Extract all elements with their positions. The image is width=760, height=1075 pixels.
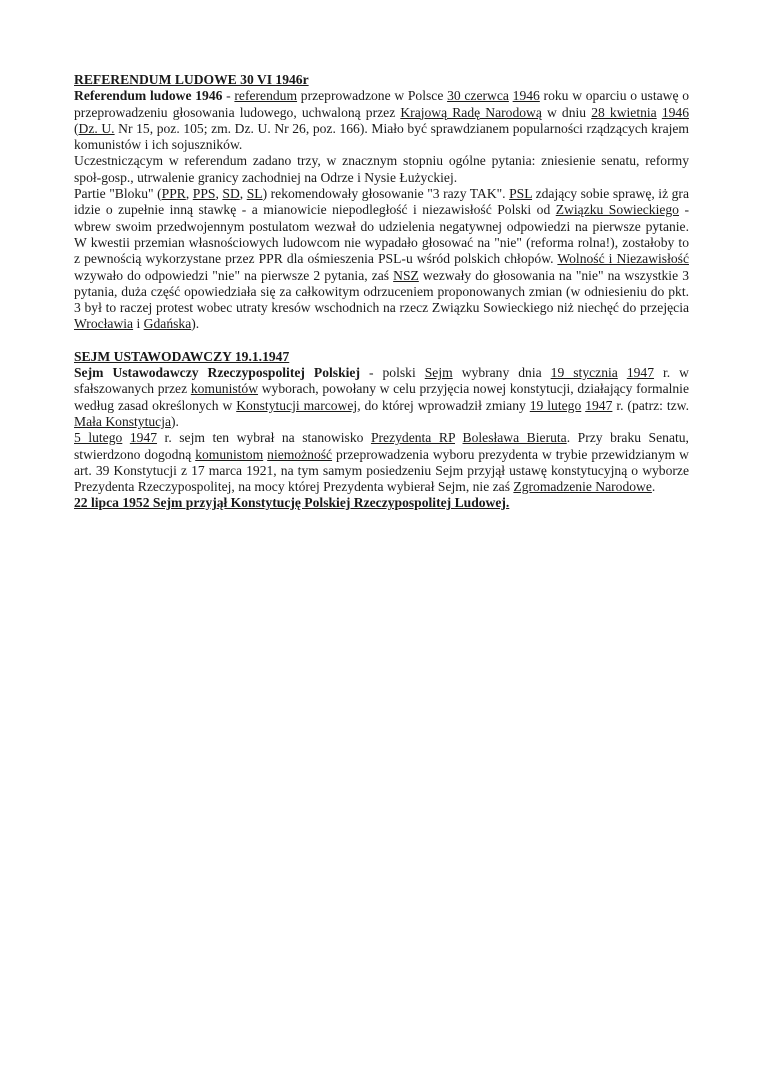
link-19-lutego[interactable]: 19 lutego	[529, 397, 582, 413]
term-referendum-ludowe: Referendum ludowe 1946	[74, 88, 223, 104]
section-heading-sejm: SEJM USTAWODAWCZY 19.1.1947	[74, 348, 290, 364]
paragraph-sejm-president: 5 lutego 1947 r. sejm ten wybrał na stanowisko Prezydenta RP Bolesława Bieruta. Przy braku Senatu, stwierdzono dogodną komunistom niemożność przeprowadzenia wyboru prezydenta w trybie przewidzianym w art. 39 Konstytucji z 17 marca 1921, na tym samym posiedzeniu Sejm przyjął ustawę konstytucyjną o wyborze Prezydenta Rzeczypospolitej, na mocy której Prezydenta wybierał Sejm, nie zaś Zgromadzenie Narodowe.	[74, 430, 689, 495]
paragraph-referendum-questions: Uczestniczącym w referendum zadano trzy, w znacznym stopniu ogólne pytania: zniesienie senatu, reformy społ-gosp., utrwalenie granicy zachodniej na Odrze i Nysie Łużyckiej.	[74, 153, 689, 185]
link-dziennik-ustaw[interactable]: Dz. U.	[78, 120, 115, 136]
term-sejm-ustawodawczy: Sejm Ustawodawczy Rzeczypospolitej Polskiej	[74, 365, 360, 381]
link-pps[interactable]: PPS	[192, 186, 216, 202]
paragraph-referendum-parties: Partie "Bloku" (PPR, PPS, SD, SL) rekomendowały głosowanie "3 razy TAK". PSL zdający sobie sprawę, iż gra idzie o zupełnie inną stawkę - a mianowicie niepodległość i niezawisłość Polski od Związku Sowieckiego - wbrew swoim przedwojennym postulatom wezwał do udzielenia negatywnej odpowiedzi na pierwsze pytanie. W kwestii przemian własnościowych ludowcom nie wypadało głosować na "nie" (reforma rolna!), zostałoby to z pewnością wykorzystane przez PPR dla ośmieszenia PSL-u wśród polskich chłopów. Wolność i Niezawisłość wzywało do odpowiedzi "nie" na pierwsze 2 pytania, zaś NSZ wezwały do głosowania na "nie" na wszystkie 3 pytania, duża część opowiedziała się za całkowitym odrzuceniem proponowanych zmian (w odniesieniu do pkt. 3 był to raczej protest wobec utraty kresów wschodnich na rzecz Związku Sowieckiego niż niechęć do przejęcia Wrocławia i Gdańska).	[74, 186, 689, 332]
link-19-stycznia[interactable]: 19 stycznia	[550, 365, 618, 381]
link-komunistow[interactable]: komunistów	[190, 381, 259, 397]
link-1947[interactable]: 1947	[585, 397, 613, 413]
link-krajowa-rada-narodowa[interactable]: Krajową Radę Narodową	[400, 104, 542, 120]
link-1946[interactable]: 1946	[512, 88, 540, 104]
link-nsz[interactable]: NSZ	[393, 267, 419, 283]
link-referendum[interactable]: referendum	[234, 88, 298, 104]
link-sejm[interactable]: Sejm	[424, 365, 453, 381]
link-zgromadzenie-narodowe[interactable]: Zgromadzenie Narodowe	[513, 479, 652, 495]
link-1947[interactable]: 1947	[626, 365, 654, 381]
final-statement: 22 lipca 1952 Sejm przyjął Konstytucję Polskiej Rzeczypospolitej Ludowej.	[74, 495, 510, 511]
link-mala-konstytucja[interactable]: Mała Konstytucja	[74, 413, 172, 429]
section-spacer	[74, 333, 689, 349]
link-psl[interactable]: PSL	[509, 186, 533, 202]
link-komunistom[interactable]: komunistom	[195, 446, 264, 462]
link-sd[interactable]: SD	[222, 186, 240, 202]
link-sl[interactable]: SL	[246, 186, 263, 202]
link-28-kwietnia[interactable]: 28 kwietnia	[591, 104, 657, 120]
link-ppr[interactable]: PPR	[161, 186, 186, 202]
link-niemoznosc[interactable]: niemożność	[267, 446, 333, 462]
section-heading-referendum: REFERENDUM LUDOWE 30 VI 1946r	[74, 72, 309, 87]
link-konstytucja-marcowa[interactable]: Konstytucji marcowej	[236, 397, 358, 413]
link-1947[interactable]: 1947	[129, 430, 158, 446]
link-1946[interactable]: 1946	[661, 104, 690, 120]
paragraph-sejm-intro: Sejm Ustawodawczy Rzeczypospolitej Polskiej - polski Sejm wybrany dnia 19 stycznia 1947 r. w sfałszowanych przez komunistów wyborach, powołany w celu przyjęcia nowej konstytucji, działający formalnie według zasad określonych w Konstytucji marcowej, do której wprowadził zmiany 19 lutego 1947 r. (patrz: tzw. Mała Konstytucja).	[74, 365, 689, 429]
document-page	[74, 72, 689, 512]
link-boleslaw-bierut[interactable]: Bolesława Bieruta	[462, 430, 567, 446]
paragraph-referendum-intro: Referendum ludowe 1946 - referendum przeprowadzone w Polsce 30 czerwca 1946 roku w oparciu o ustawę o przeprowadzeniu głosowania ludowego, uchwaloną przez Krajową Radę Narodową w dniu 28 kwietnia 1946 (Dz. U. Nr 15, poz. 105; zm. Dz. U. Nr 26, poz. 166). Miało być sprawdzianem popularności rządzących krajem komunistów i ich sojuszników.	[74, 88, 690, 153]
link-prezydent-rp[interactable]: Prezydenta RP	[370, 430, 455, 446]
link-wolnosc-i-niezawislosc[interactable]: Wolność i Niezawisłość	[557, 251, 689, 267]
link-zwiazek-sowiecki[interactable]: Związku Sowieckiego	[555, 202, 679, 218]
link-5-lutego[interactable]: 5 lutego	[74, 430, 123, 446]
link-gdansk[interactable]: Gdańska	[143, 316, 192, 332]
link-wroclaw[interactable]: Wrocławia	[74, 316, 134, 332]
link-30-czerwca[interactable]: 30 czerwca	[447, 88, 509, 104]
